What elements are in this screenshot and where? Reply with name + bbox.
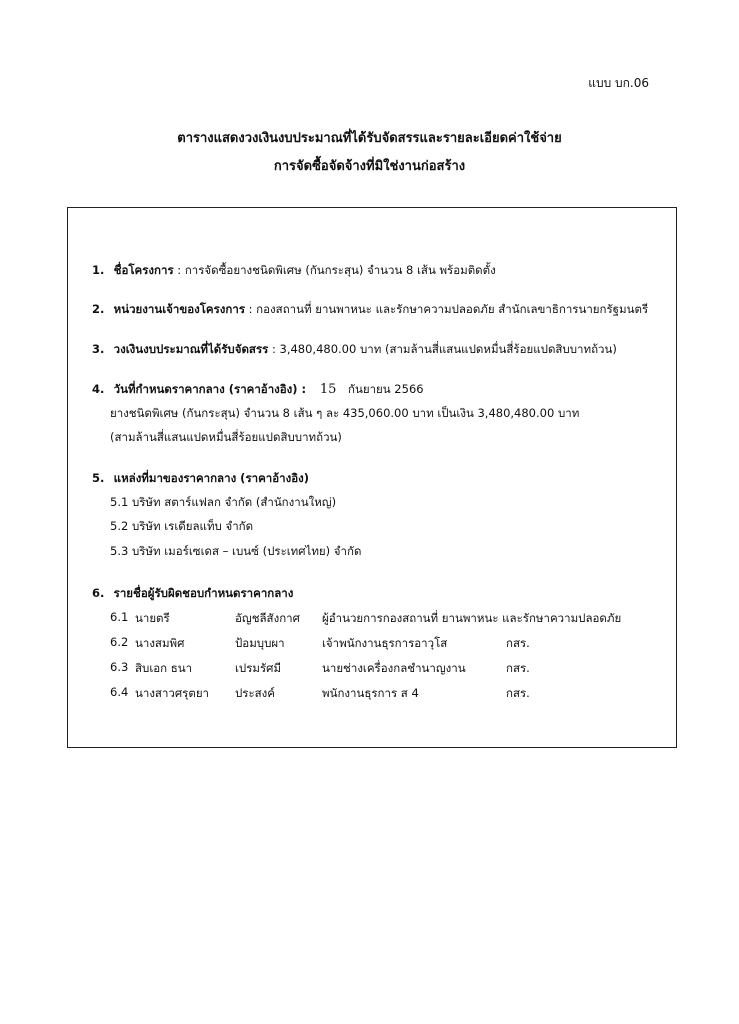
item-project-name <box>92 262 496 280</box>
item-number: 2. <box>92 302 105 316</box>
item-responsible-persons <box>92 585 293 603</box>
person-surname: อัญชลีสังกาศ <box>235 611 300 625</box>
person-position: เจ้าพนักงานธุรการอาวุโส <box>322 636 448 650</box>
person-name: นางสาวศรุตยา <box>135 686 210 700</box>
item-label: วันที่กำหนดราคากลาง (ราคาอ้างอิง) : <box>113 382 307 396</box>
person-position: นายช่างเครื่องกลชำนาญงาน <box>322 661 466 675</box>
person-name: นางสมพิศ <box>135 636 185 650</box>
person-name: สิบเอก ธนา <box>135 661 193 675</box>
person-unit: กสร. <box>506 686 530 700</box>
person-index: 6.3 <box>110 660 129 674</box>
form-code: แบบ บก.06 <box>588 76 649 90</box>
item-label: ชื่อโครงการ <box>113 263 174 277</box>
person-index: 6.2 <box>110 635 129 649</box>
month-year: กันยายน 2566 <box>348 382 424 396</box>
item-label: วงเงินงบประมาณที่ได้รับจัดสรร <box>113 342 269 356</box>
handwritten-day: 15 <box>319 382 337 397</box>
person-unit: กสร. <box>506 636 530 650</box>
item-value: : การจัดซื้อยางชนิดพิเศษ (กันกระสุน) จำนวน 8 เส้น พร้อมติดตั้ง <box>173 263 496 277</box>
source-item: 5.1 บริษัท สตาร์แฟลก จำกัด (สำนักงานใหญ่) <box>110 495 337 509</box>
item-value: : กองสถานที่ ยานพาหนะ และรักษาความปลอดภัย สำนักเลขาธิการนายกรัฐมนตรี <box>245 302 649 316</box>
document-title-line1: ตารางแสดงวงเงินงบประมาณที่ได้รับจัดสรรและรายละเอียดค่าใช้จ่าย <box>177 131 562 146</box>
item-number: 3. <box>92 342 105 356</box>
item-price-sources <box>92 470 309 488</box>
person-surname: เปรมรัศมี <box>235 661 282 675</box>
item-owner-agency <box>92 301 648 319</box>
person-name: นายตรี <box>135 611 170 625</box>
item-reference-detail: ยางชนิดพิเศษ (กันกระสุน) จำนวน 8 เส้น ๆ ละ 435,060.00 บาท เป็นเงิน 3,480,480.00 บาท <box>110 406 580 420</box>
item-number: 6. <box>92 586 105 600</box>
item-label: แหล่งที่มาของราคากลาง (ราคาอ้างอิง) <box>113 471 309 485</box>
person-position: พนักงานธุรการ ส 4 <box>322 686 419 700</box>
person-surname: ป้อมบุบผา <box>235 636 285 650</box>
source-item: 5.2 บริษัท เรเดียลแท็บ จำกัด <box>110 519 254 533</box>
item-number: 1. <box>92 263 105 277</box>
person-surname: ประสงค์ <box>235 686 275 700</box>
item-number: 4. <box>92 382 105 396</box>
person-unit: กสร. <box>506 661 530 675</box>
item-reference-date <box>92 381 424 399</box>
document-title-line2: การจัดซื้อจัดจ้างที่มิใช่งานก่อสร้าง <box>273 159 466 174</box>
person-position: ผู้อำนวยการกองสถานที่ ยานพาหนะ และรักษาความปลอดภัย <box>322 611 622 625</box>
item-budget <box>92 341 617 359</box>
source-item: 5.3 บริษัท เมอร์เซเดส – เบนซ์ (ประเทศไทย) จำกัด <box>110 544 362 558</box>
item-value: : 3,480,480.00 บาท (สามล้านสี่แสนแปดหมื่นสี่ร้อยแปดสิบบาทถ้วน) <box>268 342 617 356</box>
item-number: 5. <box>92 471 105 485</box>
person-index: 6.1 <box>110 610 129 624</box>
item-label: หน่วยงานเจ้าของโครงการ <box>113 302 245 316</box>
person-index: 6.4 <box>110 685 129 699</box>
item-label: รายชื่อผู้รับผิดชอบกำหนดราคากลาง <box>113 586 294 600</box>
item-reference-amount-text: (สามล้านสี่แสนแปดหมื่นสี่ร้อยแปดสิบบาทถ้วน) <box>110 430 342 444</box>
